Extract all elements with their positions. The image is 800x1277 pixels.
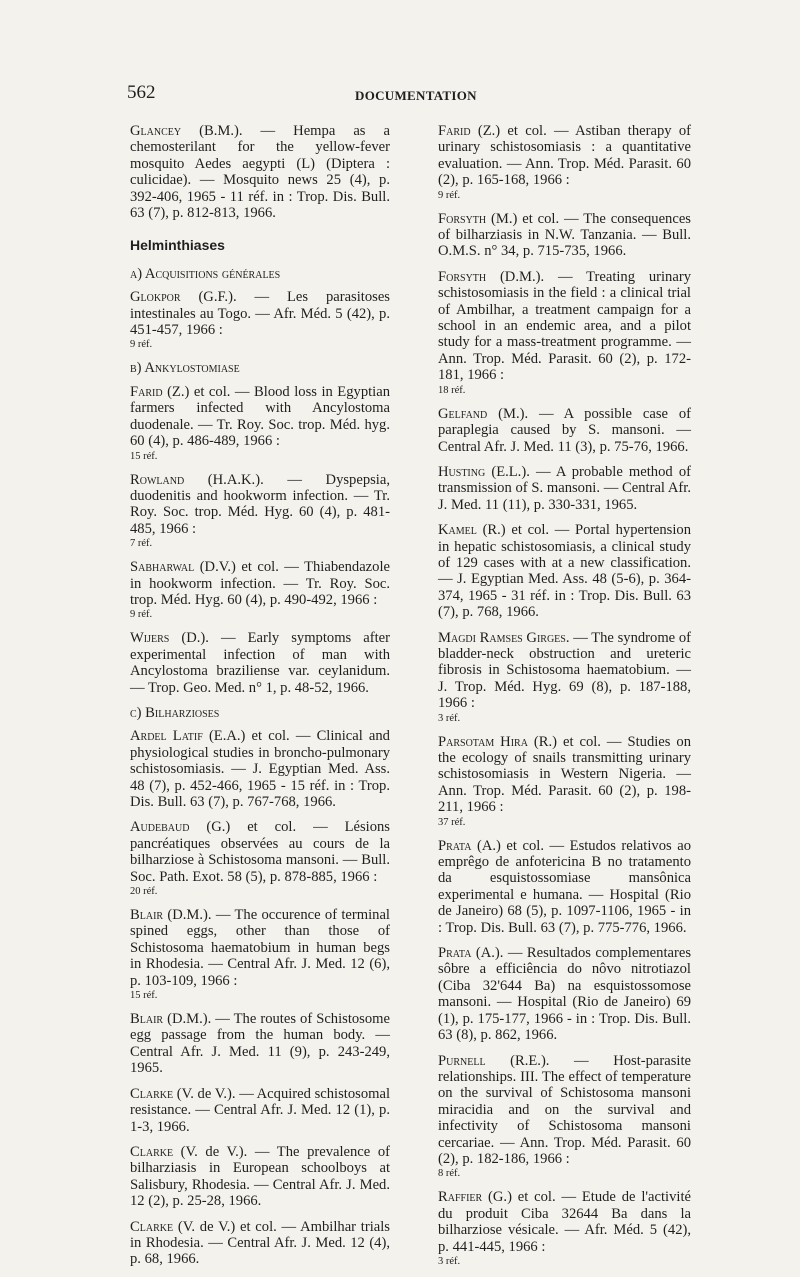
bibliography-entry: [130, 123, 390, 221]
entry-author: Rowland: [130, 471, 185, 488]
entry-text: — Host-parasite relationships. III. The effect of temperature on the survival of Schistosoma mansoni miracidia and on the survival and infectivity of Schistosoma mansoni cercariae. — Ann. Trop. Méd. Parasit. 60 (2), p. 182-186, 1966 :: [438, 1052, 691, 1167]
entry-text: — Acquired schistosomal resistance. — Central Afr. J. Med. 12 (1), p. 1-3, 1966.: [130, 1085, 391, 1135]
entry-initials: (D.M.).: [486, 268, 545, 285]
bibliography-entry: [130, 384, 390, 463]
entry-initials: .: [565, 629, 570, 646]
entry-text: — Hempa as a chemosterilant for the yellow-fever mosquito Aedes aegypti (L) (Diptera : culicidae). — Mosquito news 25 (4), p. 392-406, 1965 - 11 réf. in : Trop. Dis. Bull. 63 (7), p. 812-813, 1966.: [130, 123, 390, 222]
entry-initials: (V. de V.).: [173, 1085, 236, 1102]
entry-initials: (G.) et col.: [482, 1189, 556, 1206]
entry-text: — A possible case of paraplegia caused by S. mansoni. — Central Afr. J. Med. 11 (3), p. 75-76, 1966.: [438, 405, 691, 455]
entry-author: Sabharwal: [130, 559, 195, 576]
entry-text: — The occurence of terminal spined eggs, other than those of Schistosoma haematobium in human begs in Rhodesia. — Central Afr. J. Med. 12 (6), p. 103-109, 1966 :: [130, 907, 390, 989]
entry-initials: (B.M.).: [181, 123, 243, 139]
bibliography-entry: [130, 630, 390, 696]
entry-initials: (D.V.) et col.: [194, 559, 279, 576]
entry-text: — Thiabendazole in hookworm infection. — Tr. Roy. Soc. trop. Méd. Hyg. 60 (4), p. 490-492, 1966 :: [130, 559, 390, 608]
bibliography-entry: [438, 1189, 691, 1268]
entry-text: — Treating urinary schistosomiasis in the field : a clinical trial of Ambilhar, a treatment campaign for a school in an endemic area, and a pilot study for a mass-treatment programme. — Ann. Trop. Méd. Parasit. 60 (2), p. 172-181, 1966 :: [438, 268, 691, 384]
entry-initials: (E.A.) et col.: [202, 728, 290, 745]
entry-initials: (Z.) et col.: [162, 383, 231, 400]
bibliography-entry: [438, 838, 691, 936]
entry-text: — Etude de l'activité du produit Ciba 32644 Ba dans la bilharziose vésicale. — Afr. Méd. 5 (42), p. 441-445, 1966 :: [438, 1189, 691, 1255]
bibliography-entry: [438, 945, 691, 1043]
bibliography-entry: [438, 269, 691, 397]
entry-ref-count: 8 réf.: [438, 1168, 461, 1180]
entry-ref-count: 15 réf.: [130, 450, 158, 462]
entry-author: Ardel Latif: [130, 728, 203, 745]
entry-text: — Blood loss in Egyptian farmers infected with Ancylostoma duodenale. — Tr. Roy. Soc. trop. Méd. hyg. 60 (4), p. 486-489, 1966 :: [130, 383, 390, 450]
entry-author: Farid: [130, 383, 163, 400]
entry-author: Blair: [130, 907, 164, 924]
entry-author: Farid: [438, 123, 471, 139]
entry-initials: (H.A.K.).: [184, 471, 264, 488]
bibliography-entry: [438, 406, 691, 455]
entry-text: — The syndrome of bladder-neck obstruction and ureteric fibrosis in Schistosoma haematobium. — J. Trop. Méd. Hyg. 69 (8), p. 187-188, 1966 :: [438, 629, 691, 712]
entry-initials: (G.) et col.: [189, 819, 297, 836]
bibliography-entry: [130, 1086, 390, 1135]
entry-initials: (E.L.).: [485, 463, 530, 480]
bibliography-entry: [130, 472, 390, 551]
page-number: 562: [127, 82, 156, 103]
subsection-heading: c) Bilharzioses: [130, 704, 220, 721]
bibliography-entry: [130, 1219, 390, 1268]
entry-author: Prata: [438, 837, 472, 854]
right-column: [438, 123, 691, 1277]
entry-author: Glokpor: [130, 289, 181, 306]
bibliography-entry: [130, 907, 390, 1002]
entry-initials: (R.) et col.: [527, 733, 601, 750]
subsection-heading: a) Acquisitions générales: [130, 265, 281, 282]
entry-text: — Ambilhar trials in Rhodesia. — Central Afr. J. Med. 12 (4), p. 68, 1966.: [130, 1218, 390, 1268]
entry-author: Glancey: [130, 123, 182, 139]
entry-text: — Early symptoms after experimental infection of man with Ancylostoma braziliense var. ceylanidum. — Trop. Geo. Med. n° 1, p. 48-52, 1966.: [130, 630, 390, 696]
bibliography-entry: [438, 734, 691, 829]
entry-ref-count: 20 réf.: [130, 886, 158, 898]
entry-initials: (A.) et col.: [471, 837, 544, 854]
entry-author: Husting: [438, 463, 486, 480]
entry-ref-count: 9 réf.: [438, 189, 461, 201]
entry-text: — The consequences of bilharziasis in N.W. Tanzania. — Bull. O.M.S. n° 34, p. 715-735, 1966.: [438, 210, 691, 260]
entry-text: — The prevalence of bilharziasis in European schoolboys at Salisbury, Rhodesia. — Central Afr. J. Med. 12 (2), p. 25-28, 1966.: [130, 1143, 390, 1210]
entry-ref-count: 7 réf.: [130, 538, 153, 550]
entry-author: Parsotam Hira: [438, 733, 528, 750]
bibliography-entry: [130, 819, 390, 898]
entry-author: Clarke: [130, 1085, 174, 1102]
entry-initials: (Z.) et col.: [470, 123, 547, 139]
entry-initials: (D.M.).: [163, 907, 212, 924]
entry-initials: (R.) et col.: [476, 522, 550, 539]
entry-ref-count: 3 réf.: [438, 712, 461, 724]
bibliography-entry: [438, 123, 691, 202]
entry-author: Kamel: [438, 522, 477, 539]
entry-text: — The routes of Schistosome egg passage from the human body. — Central Afr. J. Med. 11 (9), p. 243-249, 1965.: [130, 1011, 390, 1077]
subsection-heading: b) Ankylostomiase: [130, 360, 240, 377]
entry-ref-count: 37 réf.: [438, 816, 466, 828]
entry-ref-count: 9 réf.: [130, 609, 153, 621]
entry-ref-count: 18 réf.: [438, 384, 466, 396]
bibliography-entry: [130, 1011, 390, 1077]
entry-initials: (A.).: [471, 945, 504, 962]
entry-ref-count: 3 réf.: [438, 1255, 461, 1267]
entry-initials: (G.F.).: [180, 289, 237, 306]
entry-author: Gelfand: [438, 405, 488, 422]
entry-author: Clarke: [130, 1218, 174, 1235]
entry-author: Prata: [438, 945, 472, 962]
entry-initials: (M.).: [487, 405, 529, 422]
entry-author: Forsyth: [438, 210, 487, 227]
section-heading: Helminthiases: [130, 237, 225, 254]
left-column: [130, 123, 390, 1277]
bibliography-entry: [438, 211, 691, 260]
entry-author: Clarke: [130, 1143, 174, 1160]
entry-ref-count: 15 réf.: [130, 990, 158, 1002]
entry-initials: (R.E.).: [485, 1052, 550, 1069]
entry-initials: (D.M.).: [163, 1011, 212, 1028]
entry-text: — Astiban therapy of urinary schistosomiasis : a quantitative evaluation. — Ann. Trop. Méd. Parasit. 60 (2), p. 165-168, 1966 :: [438, 123, 691, 189]
entry-author: Audebaud: [130, 819, 190, 836]
entry-initials: (V. de V.) et col.: [173, 1218, 277, 1235]
entry-text: — Portal hypertension in hepatic schistosomiasis, a clinical study of 129 cases with at a new classification. — J. Egyptian Med. Ass. 48 (5-6), p. 364-374, 1965 - 31 réf. in : Trop. Dis. Bull. 63 (7), p. 768, 1966.: [438, 522, 691, 621]
entry-author: Purnell: [438, 1052, 486, 1069]
bibliography-entry: [130, 728, 390, 810]
entry-author: Wijers: [130, 630, 170, 647]
entry-author: Blair: [130, 1011, 164, 1028]
entry-author: Raffier: [438, 1189, 483, 1206]
entry-author: Forsyth: [438, 268, 487, 285]
bibliography-entry: [130, 289, 390, 351]
entry-text: — Estudos relativos ao emprêgo de anfotericina B no tratamento da esquistossomiase mansônica experimental e humana. — Hospital (Rio de Janeiro) 68 (5), p. 1097-1106, 1965 - in : Trop. Dis. Bull. 63 (7), p. 775-776, 1966.: [438, 837, 691, 936]
entry-text: — Lésions pancréatiques observées au cours de la bilharziose à Schistosoma mansoni. — Bull. Soc. Path. Exot. 58 (5), p. 878-885, 1966 :: [130, 819, 390, 885]
bibliography-entry: [130, 559, 390, 621]
entry-initials: (V. de V.).: [173, 1143, 248, 1160]
entry-text: — Resultados complementares sôbre a efficiência do nôvo nitrotiazol (Ciba 32'644 Ba) na esquistossomose mansoni. — Hospital (Rio de Janeiro) 69 (1), p. 175-177, 1966 - in : Trop. Dis. Bull. 63 (8), p. 862, 1966.: [438, 945, 691, 1044]
entry-text: — A probable method of transmission of S. mansoni. — Central Afr. J. Med. 11 (11), p. 330-331, 1965.: [438, 463, 691, 513]
bibliography-entry: [438, 630, 691, 725]
entry-author: Magdi Ramses Girges: [438, 629, 566, 646]
bibliography-entry: [438, 522, 691, 620]
running-head: DOCUMENTATION: [355, 88, 477, 103]
entry-initials: (D.).: [169, 630, 209, 647]
entry-text: — Clinical and physiological studies in broncho-pulmonary schistosomiasis. — J. Egyptian Med. Ass. 48 (7), p. 452-466, 1965 - 15 réf. in : Trop. Dis. Bull. 63 (7), p. 767-768, 1966.: [130, 728, 390, 810]
entry-ref-count: 9 réf.: [130, 339, 153, 351]
bibliography-entry: [130, 1144, 390, 1210]
bibliography-entry: [438, 464, 691, 513]
bibliography-entry: [438, 1053, 691, 1181]
entry-initials: (M.) et col.: [486, 210, 560, 227]
entry-text: — Dyspepsia, duodenitis and hookworm infection. — Tr. Roy. Soc. trop. Méd. Hyg. 60 (4), p. 481-485, 1966 :: [130, 471, 390, 537]
entry-text: — Studies on the ecology of snails transmitting urinary schistosomiasis in Western Nigeria. — Ann. Trop. Méd. Parasit. 60 (2), p. 198-211, 1966 :: [438, 733, 692, 816]
entry-text: — Les parasitoses intestinales au Togo. — Afr. Méd. 5 (42), p. 451-457, 1966 :: [130, 289, 390, 339]
